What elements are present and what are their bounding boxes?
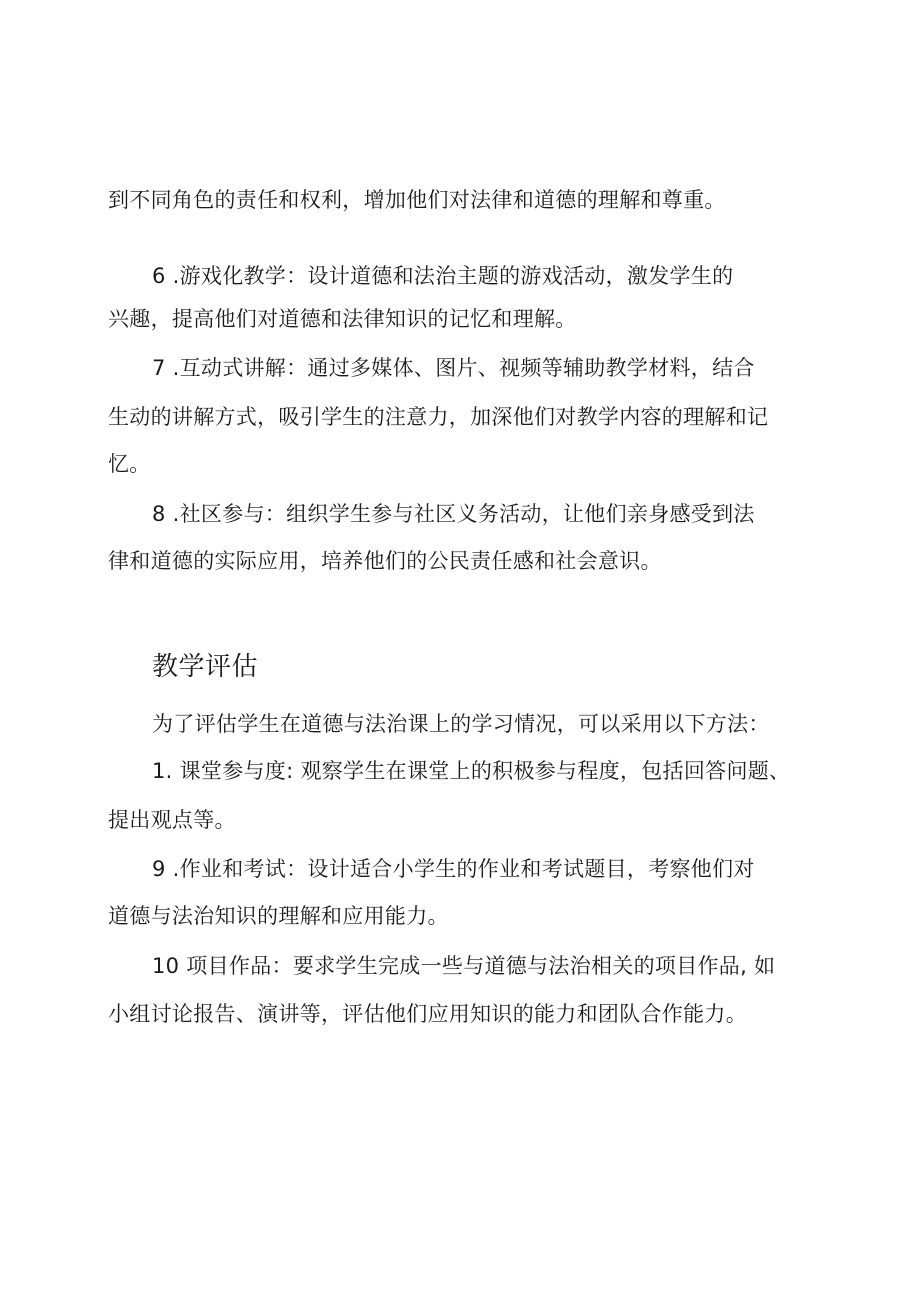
eval-item-9-line-2: 道德与法治知识的理解和应用能力。 [108, 904, 449, 928]
eval-item-10-line-2: 小组讨论报告、演讲等，评估他们应用知识的能力和团队合作能力。 [108, 1002, 747, 1026]
list-item-7-line-1: 7 .互动式讲解：通过多媒体、图片、视频等辅助教学材料，结合 [152, 356, 755, 380]
eval-item-9-line-1: 9 .作业和考试：设计适合小学生的作业和考试题目，考察他们对 [152, 857, 755, 881]
list-item-8-line-1: 8 .社区参与：组织学生参与社区义务活动，让他们亲身感受到法 [152, 502, 755, 526]
list-item-6-line-2: 兴趣，提高他们对道德和法律知识的记忆和理解。 [108, 307, 577, 331]
paragraph-line: 到不同角色的责任和权利，增加他们对法律和道德的理解和尊重。 [108, 188, 726, 212]
list-item-7-line-3: 忆。 [108, 452, 151, 476]
list-item-6-line-1: 6 .游戏化教学：设计道德和法治主题的游戏活动，激发学生的 [152, 264, 734, 288]
eval-item-1-line-1: 1. 课堂参与度: 观察学生在课堂上的积极参与程度，包括回答问题、 [152, 759, 791, 783]
list-item-7-line-2: 生动的讲解方式，吸引学生的注意力，加深他们对教学内容的理解和记 [108, 405, 769, 429]
section-heading: 教学评估 [152, 652, 259, 682]
section-intro-line: 为了评估学生在道德与法治课上的学习情况，可以采用以下方法： [152, 712, 770, 736]
list-item-8-line-2: 律和道德的实际应用，培养他们的公民责任感和社会意识。 [108, 549, 662, 573]
eval-item-10-line-1: 10 项目作品：要求学生完成一些与道德与法治相关的项目作品, 如 [152, 954, 776, 978]
eval-item-1-line-2: 提出观点等。 [108, 808, 236, 832]
